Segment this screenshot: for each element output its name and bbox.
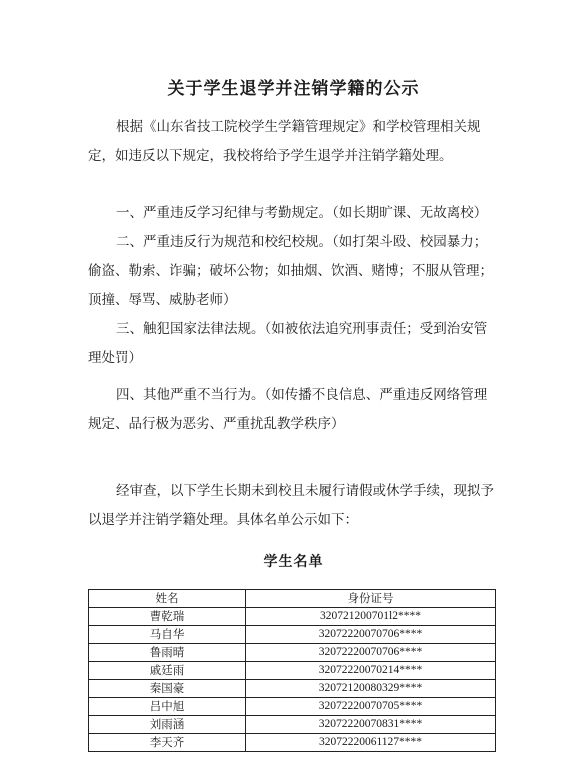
- table-row: [89, 608, 496, 626]
- student-name: 秦国豪: [89, 680, 246, 698]
- document-title: 关于学生退学并注销学籍的公示: [167, 79, 420, 99]
- table-header-row: [89, 590, 496, 608]
- student-name: 鲁雨晴: [89, 644, 246, 662]
- intro-paragraph: 根据《山东省技工院校学生学籍管理规定》和学校管理相关规定，如违反以下规定，我校将给予学生退学并注销学籍处理。: [88, 119, 481, 164]
- student-name: 吕中旭: [89, 698, 246, 716]
- student-name: 李天齐: [89, 734, 246, 752]
- student-name: 马自华: [89, 626, 246, 644]
- student-id-number: 320721200701l2****: [246, 608, 496, 626]
- header-id-number: 身份证号: [246, 590, 496, 608]
- student-table: [88, 589, 496, 752]
- student-list-title: 学生名单: [263, 554, 324, 570]
- student-id-number: 32072220070705****: [246, 698, 496, 716]
- student-name: 刘雨涵: [89, 716, 246, 734]
- table-row: [89, 698, 496, 716]
- rule-item-2: 二、严重违反行为规范和校纪校规。（如打架斗殴、校园暴力；偷盗、勒索、诈骗；破坏公物；如抽烟、饮酒、赌博；不服从管理；顶撞、辱骂、威胁老师）: [88, 234, 493, 308]
- rule-item-3: 三、触犯国家法律法规。（如被依法追究刑事责任；受到治安管理处罚）: [88, 321, 488, 366]
- table-row: [89, 662, 496, 680]
- student-name: 戚廷雨: [89, 662, 246, 680]
- student-id-number: 32072220070706****: [246, 626, 496, 644]
- rule-item-1: 一、严重违反学习纪律与考勤规定。（如长期旷课、无故离校）: [116, 205, 488, 221]
- student-id-number: 32072120080329****: [246, 680, 496, 698]
- review-paragraph: 经审查，以下学生长期未到校且未履行请假或休学手续，现拟予以退学并注销学籍处理。具体名单公示如下：: [88, 483, 494, 528]
- student-id-number: 32072220070706****: [246, 644, 496, 662]
- table-row: [89, 644, 496, 662]
- student-id-number: 32072220061127****: [246, 734, 496, 752]
- header-name: 姓名: [89, 590, 246, 608]
- table-row: [89, 626, 496, 644]
- student-name: 曹乾瑞: [89, 608, 246, 626]
- table-row: [89, 734, 496, 752]
- student-id-number: 32072220070214****: [246, 662, 496, 680]
- table-row: [89, 716, 496, 734]
- student-id-number: 32072220070831****: [246, 716, 496, 734]
- table-row: [89, 680, 496, 698]
- rule-item-4: 四、其他严重不当行为。（如传播不良信息、严重违反网络管理规定、品行极为恶劣、严重扰乱教学秩序）: [88, 387, 488, 432]
